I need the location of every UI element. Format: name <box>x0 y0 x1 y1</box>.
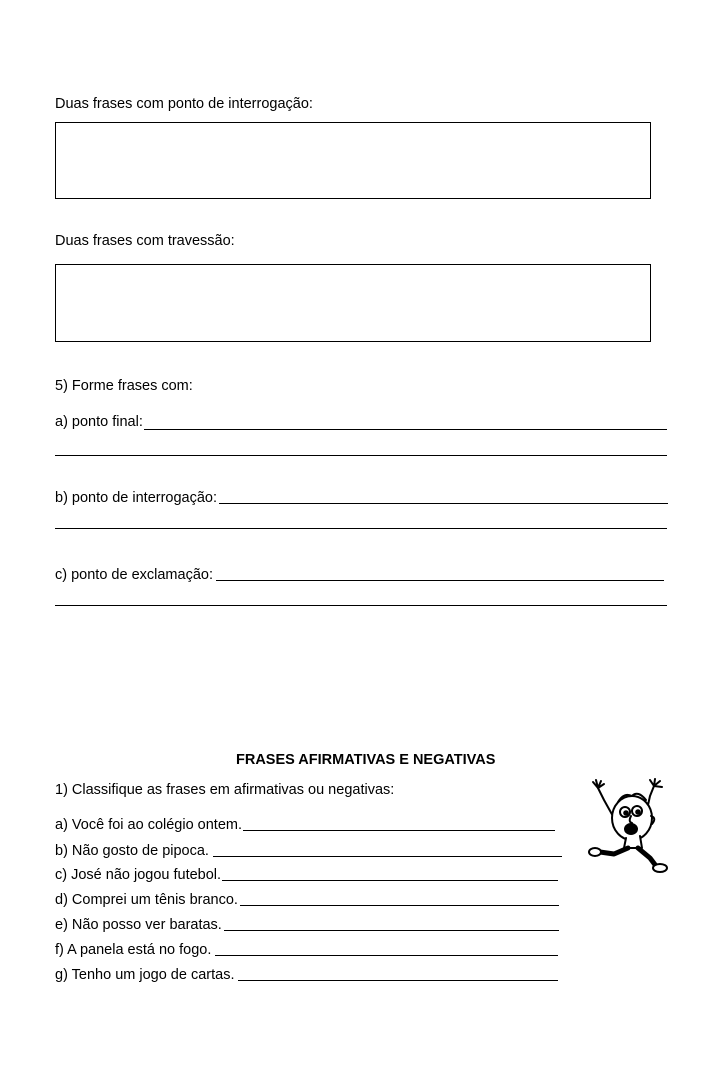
answer-line[interactable] <box>55 455 667 456</box>
dash-prompt: Duas frases com travessão: <box>55 233 235 249</box>
answer-line[interactable] <box>222 880 558 881</box>
answer-line[interactable] <box>238 980 558 981</box>
sentence-b: b) Não gosto de pipoca. <box>55 843 209 859</box>
exercise5-title: 5) Forme frases com: <box>55 378 193 394</box>
sentence-e: e) Não posso ver baratas. <box>55 917 222 933</box>
answer-line[interactable] <box>144 429 667 430</box>
answer-line[interactable] <box>213 856 562 857</box>
answer-line[interactable] <box>243 830 555 831</box>
item-ponto-final: a) ponto final: <box>55 414 143 430</box>
sentence-g: g) Tenho um jogo de cartas. <box>55 967 235 983</box>
answer-line[interactable] <box>55 605 667 606</box>
answer-line[interactable] <box>215 955 558 956</box>
sentence-f: f) A panela está no fogo. <box>55 942 212 958</box>
instruction-text: 1) Classifique as frases em afirmativas ou negativas: <box>55 782 395 798</box>
answer-line[interactable] <box>240 905 559 906</box>
item-ponto-exclamacao: c) ponto de exclamação: <box>55 567 213 583</box>
answer-line[interactable] <box>219 503 668 504</box>
answer-line[interactable] <box>224 930 559 931</box>
item-ponto-interrogacao: b) ponto de interrogação: <box>55 490 218 506</box>
answer-line[interactable] <box>216 580 664 581</box>
sentence-d: d) Comprei um tênis branco. <box>55 892 238 908</box>
answer-line[interactable] <box>55 528 667 529</box>
sentence-c: c) José não jogou futebol. <box>55 867 222 883</box>
section-heading: FRASES AFIRMATIVAS E NEGATIVAS <box>236 752 496 768</box>
running-cartoon-character-icon <box>584 778 676 876</box>
question-mark-prompt: Duas frases com ponto de interrogação: <box>55 96 313 112</box>
question-answer-box[interactable] <box>55 122 651 199</box>
sentence-a: a) Você foi ao colégio ontem. <box>55 817 243 833</box>
dash-answer-box[interactable] <box>55 264 651 342</box>
